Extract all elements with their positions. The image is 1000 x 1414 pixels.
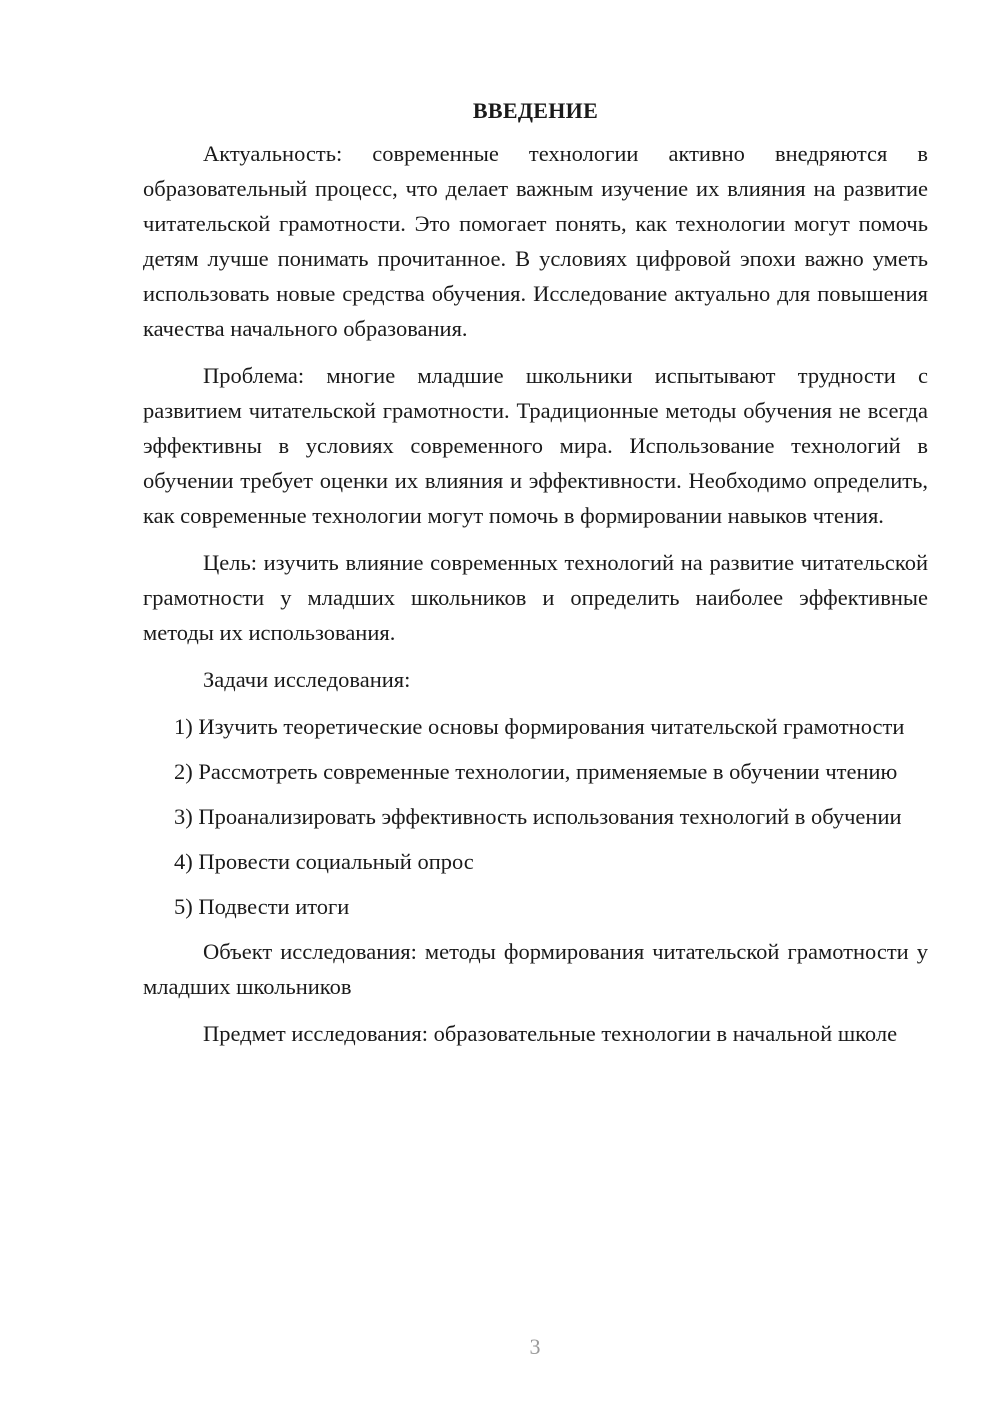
tasks-heading: Задачи исследования:	[203, 667, 411, 692]
page-number: 3	[529, 1334, 541, 1359]
task-item: 3) Проанализировать эффективность использования технологий в обучении	[174, 804, 902, 829]
task-item: 1) Изучить теоретические основы формирования читательской грамотности	[174, 714, 905, 739]
page-title: ВВЕДЕНИЕ	[472, 98, 599, 123]
task-item: 5) Подвести итоги	[174, 894, 350, 919]
task-item: 2) Рассмотреть современные технологии, применяемые в обучении чтению	[174, 759, 898, 784]
task-item: 4) Провести социальный опрос	[174, 849, 474, 874]
tasks-list	[143, 709, 928, 924]
relevance-paragraph: Актуальность: современные технологии активно внедряются в образовательный процесс, что делает важным изучение их влияния на развитие читательской грамотности. Это помогает понять, как технологии могут помочь детям лучше понимать прочитанное. В условиях цифровой эпохи важно уметь использовать новые средства обучения. Исследование актуально для повышения качества начального образования.	[143, 141, 928, 341]
object-paragraph: Объект исследования: методы формирования читательской грамотности у младших школьников	[143, 939, 928, 999]
subject-paragraph: Предмет исследования: образовательные технологии в начальной школе	[203, 1021, 898, 1046]
goal-paragraph: Цель: изучить влияние современных технологий на развитие читательской грамотности у младших школьников и определить наиболее эффективные методы их использования.	[143, 550, 928, 645]
page-content	[143, 94, 928, 1063]
problem-paragraph: Проблема: многие младшие школьники испытывают трудности с развитием читательской грамотности. Традиционные методы обучения не всегда эффективны в условиях современного мира. Использование технологий в обучении требует оценки их влияния и эффективности. Необходимо определить, как современные технологии могут помочь в формировании навыков чтения.	[143, 363, 928, 528]
